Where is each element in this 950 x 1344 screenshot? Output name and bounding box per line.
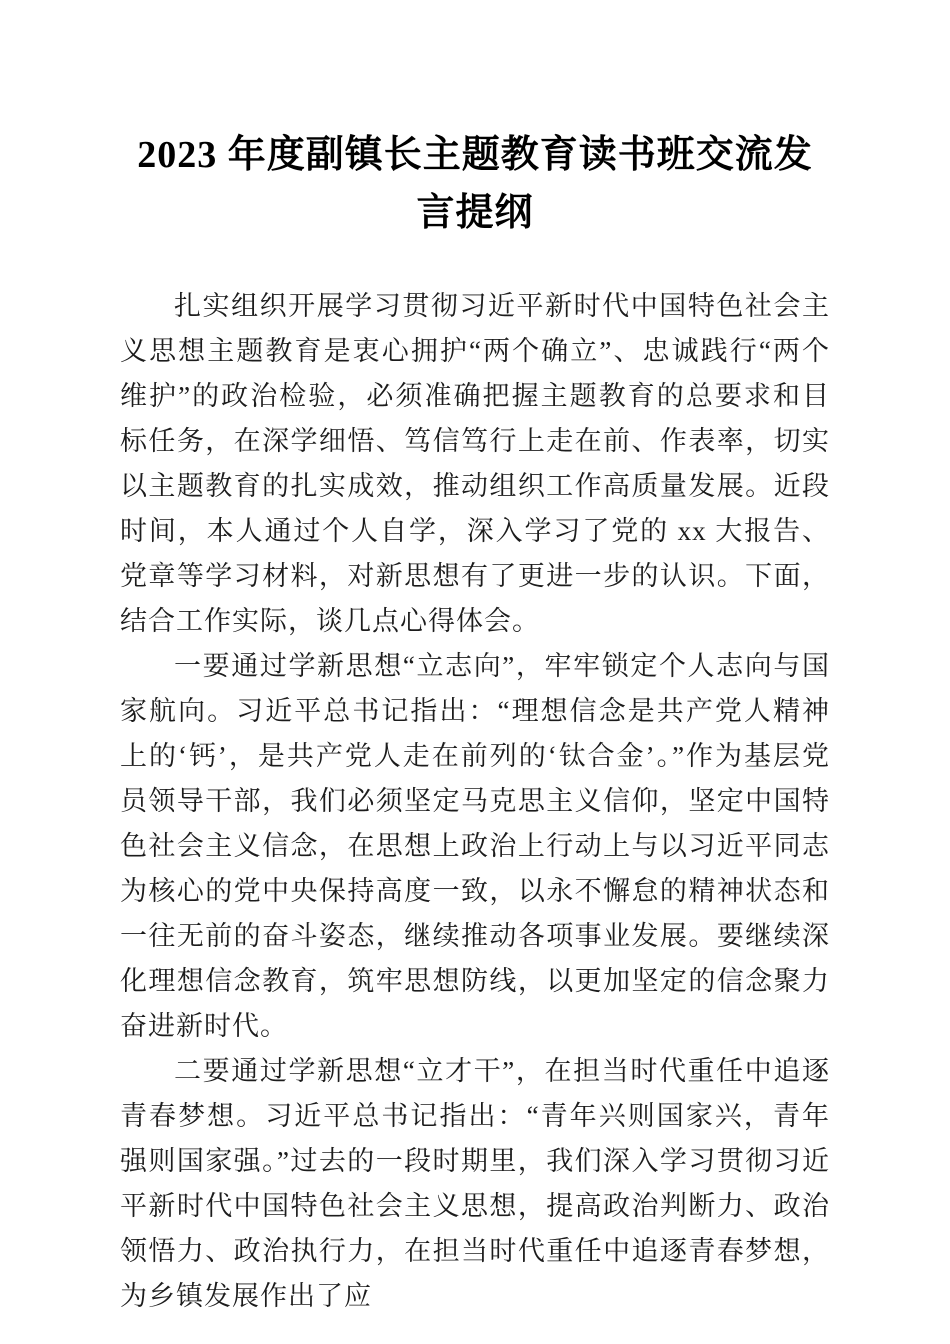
document-body [120, 284, 830, 1319]
paragraph-point-two: 二要通过学新思想“立才干”，在担当时代重任中追逐青春梦想。习近平总书记指出：“青年兴则国家兴，青年强则国家强。”过去的一段时期里，我们深入学习贯彻习近平新时代中国特色社会主义思想，提高政治判断力、政治领悟力、政治执行力，在担当时代重任中追逐青春梦想，为乡镇发展作出了应 [120, 1056, 830, 1311]
paragraph-point-one: 一要通过学新思想“立志向”，牢牢锁定个人志向与国家航向。习近平总书记指出：“理想信念是共产党人精神上的‘钙’，是共产党人走在前列的‘钛合金’。”作为基层党员领导干部，我们必须坚定马克思主义信仰，坚定中国特色社会主义信念，在思想上政治上行动上与以习近平同志为核心的党中央保持高度一致，以永不懈怠的精神状态和一往无前的奋斗姿态，继续推动各项事业发展。要继续深化理想信念教育，筑牢思想防线，以更加坚定的信念聚力奋进新时代。 [120, 651, 830, 1041]
document-title: 2023 年度副镇长主题教育读书班交流发言提纲 [137, 134, 813, 234]
paragraph-intro: 扎实组织开展学习贯彻习近平新时代中国特色社会主义思想主题教育是衷心拥护“两个确立”、忠诚践行“两个维护”的政治检验，必须准确把握主题教育的总要求和目标任务，在深学细悟、笃信笃行上走在前、作表率，切实以主题教育的扎实成效，推动组织工作高质量发展。近段时间，本人通过个人自学，深入学习了党的 xx 大报告、党章等学习材料，对新思想有了更进一步的认识。下面，结合工作实际，谈几点心得体会。 [120, 291, 830, 636]
